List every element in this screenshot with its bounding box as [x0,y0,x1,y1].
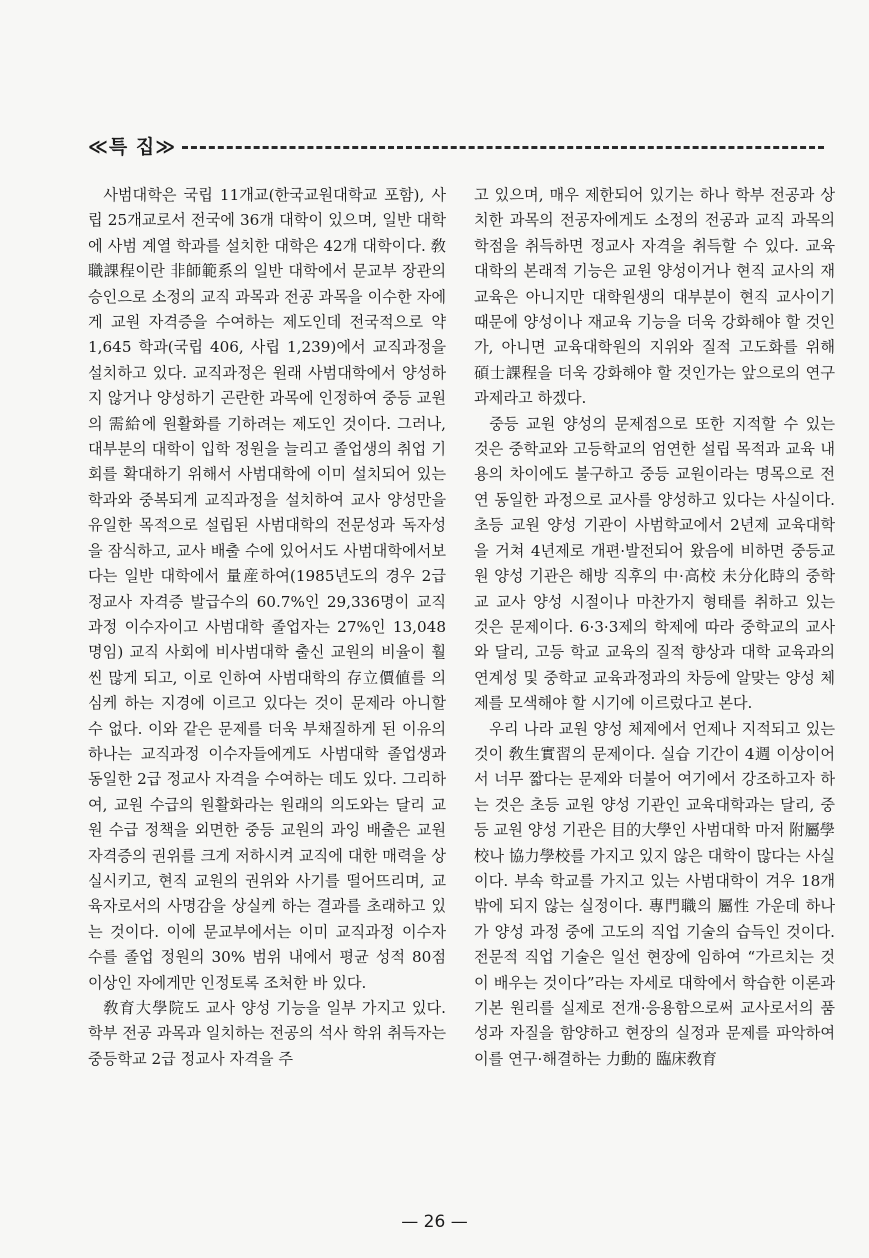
paragraph: 우리 나라 교원 양성 체제에서 언제나 지적되고 있는 것이 敎生實習의 문제이다. 실습 기간이 4週 이상이어서 너무 짧다는 문제와 더불어 여기에서 강조하고자 하는 것은 초등 교원 양성 기관인 교육대학과는 달리, 중등 교원 양성 기관은 目的大學인 사범대학 마저 附屬學校나 協力學校를 가지고 있지 않은 대학이 많다는 사실이다. 부속 학교를 가지고 있는 사범대학이 겨우 18개밖에 되지 않는 실정이다. 專門職의 屬性 가운데 하나가 양성 과정 중에 고도의 직업 기술의 습득인 것이다. 전문적 직업 기술은 일선 현장에 임하여 “가르치는 것이 배우는 것이다”라는 자세로 대학에서 학습한 이론과 기본 원리를 실제로 전개·응용함으로써 교사로서의 품성과 자질을 함양하고 현장의 실정과 문제를 파악하여 이를 연구·해결하는 力動的 臨床敎育 [474,719,835,1068]
section-title: ≪특 집≫ [88,135,177,158]
left-column [88,183,446,1193]
paragraph-continued: 고 있으며, 매우 제한되어 있기는 하나 학부 전공과 상치한 과목의 전공자에게도 소정의 전공과 교직 과목의 학점을 취득하면 정교사 자격을 취득할 수 있다. 교육대학의 본래적 기능은 교원 양성이거나 현직 교사의 재교육은 아니지만 대학원생의 대부분이 현직 교사이기 때문에 양성이나 재교육 기능을 더욱 강화해야 할 것인가, 아니면 교육대학원의 지위와 질적 고도화를 위해 碩士課程을 더욱 강화해야 할 것인가는 앞으로의 연구 과제라고 하겠다. [474,186,835,408]
paragraph: 敎育大學院도 교사 양성 기능을 일부 가지고 있다. 학부 전공 과목과 일치하는 전공의 석사 학위 취득자는 중등학교 2급 정교사 자격을 주 [88,999,446,1068]
right-column [474,183,835,1193]
page-number: — 26 — [401,1212,468,1232]
paragraph: 사범대학은 국립 11개교(한국교원대학교 포함), 사립 25개교로서 전국에 36개 대학이 있으며, 일반 대학에 사범 계열 학과를 설치한 대학은 42개 대학이다. 敎職課程이란 非師範系의 일반 대학에서 문교부 장관의 승인으로 소정의 교직 과목과 전공 과목을 이수한 자에게 교원 자격증을 수여하는 제도인데 전국적으로 약 1,645 학과(국립 406, 사립 1,239)에서 교직과정을 설치하고 있다. 교직과정은 원래 사범대학에서 양성하지 않거나 양성하기 곤란한 과목에 인정하여 중등 교원의 需給에 원활화를 기하려는 제도인 것이다. 그러나, 대부분의 대학이 입학 정원을 늘리고 졸업생의 취업 기회를 확대하기 위해서 사범대학에 이미 설치되어 있는 학과와 중복되게 교직과정을 설치하여 교사 양성만을 유일한 목적으로 설립된 사범대학의 전문성과 독자성을 잠식하고, 교사 배출 수에 있어서도 사범대학에서보다는 일반 대학에서 量産하여(1985년도의 경우 2급 정교사 자격증 발급수의 60.7%인 29,336명이 교직 과정 이수자이고 사범대학 졸업자는 27%인 13,048명임) 교직 사회에 비사범대학 출신 교원의 비율이 훨씬 많게 되고, 이로 인하여 사범대학의 存立價値를 의심케 하는 지경에 이르고 있다는 것이 문제라 아니할 수 없다. 이와 같은 문제를 더욱 부채질하게 된 이유의 하나는 교직과정 이수자들에게도 사범대학 졸업생과 동일한 2급 정교사 자격을 수여하는 데도 있다. 그리하여, 교원 수급의 원활화라는 원래의 의도와는 달리 교원 수급 정책을 외면한 중등 교원의 과잉 배출은 교원 자격증의 권위를 크게 저하시켜 교직에 대한 매력을 상실시키고, 현직 교원의 권위와 사기를 떨어뜨리며, 교육자로서의 사명감을 상실케 하는 결과를 초래하고 있는 것이다. 이에 문교부에서는 이미 교직과정 이수자 수를 졸업 정원의 30% 범위 내에서 평균 성적 80점 이상인 자에게만 인정토록 조처한 바 있다. [88,186,446,992]
section-header [88,130,824,160]
header-dashed-rule [182,146,824,149]
paragraph: 중등 교원 양성의 문제점으로 또한 지적할 수 있는 것은 중학교와 고등학교의 엄연한 설립 목적과 교육 내용의 차이에도 불구하고 중등 교원이라는 명목으로 전연 동일한 과정으로 교사를 양성하고 있다는 사실이다. 초등 교원 양성 기관이 사범학교에서 2년제 교육대학을 거쳐 4년제로 개편·발전되어 왔음에 비하면 중등교원 양성 기관은 해방 직후의 中·高校 未分化時의 중학교 교사 양성 시절이나 마찬가지 형태를 취하고 있는 것은 문제이다. 6·3·3제의 학제에 따라 중학교의 교사와 달리, 고등 학교 교육의 질적 향상과 대학 교육과의 연계성 및 중학교 교육과정과의 차등에 알맞는 양성 체제를 모색해야 할 시기에 이르렀다고 본다. [474,414,835,713]
